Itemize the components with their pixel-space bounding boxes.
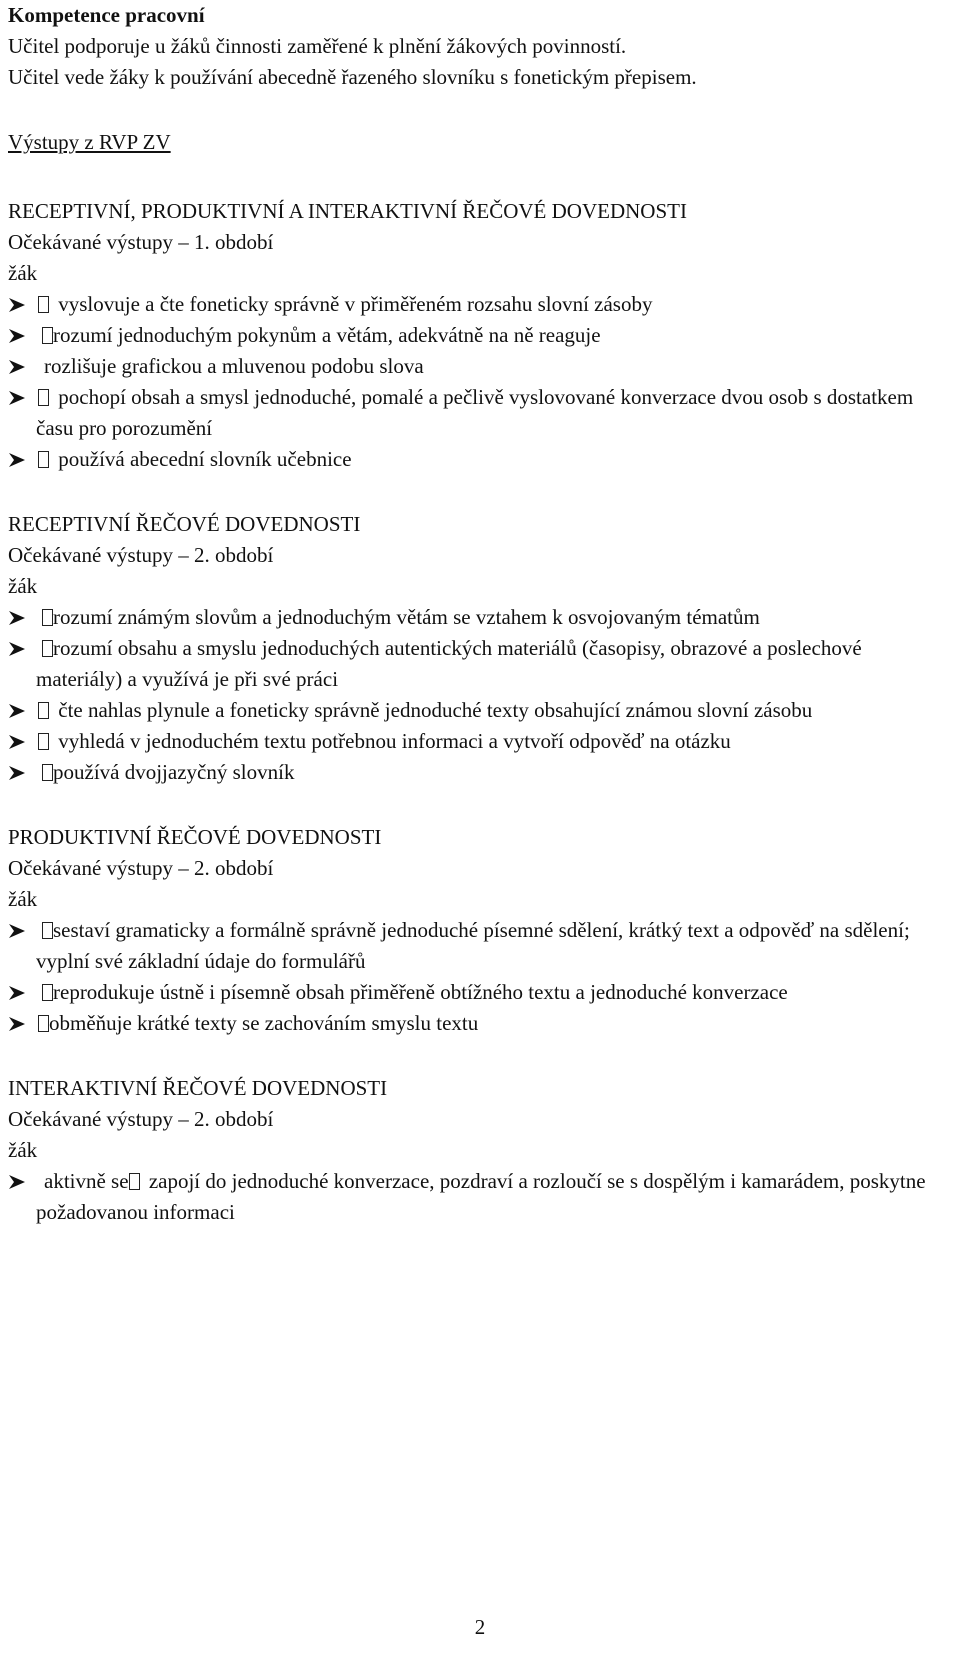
arrowhead-bullet-icon [8, 358, 26, 376]
list-item-text: reprodukuje ústně i písemně obsah přiměřeně obtížného textu a jednoduché konverzace [53, 980, 788, 1004]
list-item [8, 977, 952, 1008]
arrowhead-bullet-icon [8, 609, 26, 627]
list-item [8, 726, 952, 757]
outputs-list [8, 1166, 952, 1228]
outputs-list [8, 602, 952, 788]
page-number: 2 [474, 1615, 486, 1639]
list-item-text: zapojí do jednoduché konverzace, pozdraví a rozloučí se s dospělým i kamarádem, poskytne požadovanou informaci [36, 1169, 926, 1224]
expected-outputs-label: Očekávané výstupy – 2. období [8, 543, 274, 567]
missing-glyph-box-icon [38, 733, 49, 750]
arrowhead-bullet-icon [8, 984, 26, 1002]
list-item [8, 444, 952, 475]
expected-outputs-label: Očekávané výstupy – 2. období [8, 1107, 274, 1131]
competence-line-2: Učitel vede žáky k používání abecedně řazeného slovníku s fonetickým přepisem. [8, 65, 697, 89]
arrowhead-bullet-icon [8, 327, 26, 345]
arrowhead-bullet-icon [8, 764, 26, 782]
list-item [8, 351, 952, 382]
section-2 [8, 509, 952, 788]
student-label: žák [8, 1138, 38, 1162]
missing-glyph-box-icon [42, 984, 53, 1001]
arrowhead-bullet-icon [8, 389, 26, 407]
list-item-text: používá abecední slovník učebnice [58, 447, 352, 471]
arrowhead-bullet-icon [8, 1173, 26, 1191]
list-item-text: pochopí obsah a smysl jednoduché, pomalé a pečlivě vyslovované konverzace dvou osob s dostatkem času pro porozumění [36, 385, 914, 440]
missing-glyph-box-icon [38, 296, 49, 313]
list-item [8, 695, 952, 726]
list-item [8, 602, 952, 633]
list-item-text: rozumí obsahu a smyslu jednoduchých autentických materiálů (časopisy, obrazové a poslechové materiály) a využívá je při své práci [36, 636, 862, 691]
arrowhead-bullet-icon [8, 702, 26, 720]
section-heading: PRODUKTIVNÍ ŘEČOVÉ DOVEDNOSTI [8, 825, 382, 849]
arrowhead-bullet-icon [8, 640, 26, 658]
student-label: žák [8, 887, 38, 911]
list-item [8, 289, 952, 320]
arrowhead-bullet-icon [8, 296, 26, 314]
document-page [8, 0, 952, 1228]
section-heading: RECEPTIVNÍ ŘEČOVÉ DOVEDNOSTI [8, 512, 361, 536]
list-item [8, 1166, 952, 1228]
arrowhead-bullet-icon [8, 733, 26, 751]
list-item-text: čte nahlas plynule a foneticky správně jednoduché texty obsahující známou slovní zásobu [58, 698, 813, 722]
missing-glyph-box-icon [38, 1015, 49, 1032]
student-label: žák [8, 261, 38, 285]
outputs-list [8, 915, 952, 1039]
arrowhead-bullet-icon [8, 451, 26, 469]
missing-glyph-box-icon [38, 451, 49, 468]
list-item [8, 1008, 952, 1039]
expected-outputs-label: Očekávané výstupy – 2. období [8, 856, 274, 880]
arrowhead-bullet-icon [8, 922, 26, 940]
missing-glyph-box-icon [129, 1173, 140, 1190]
missing-glyph-box-icon [38, 389, 49, 406]
list-item-text: rozlišuje grafickou a mluvenou podobu slova [44, 354, 424, 378]
arrowhead-bullet-icon [8, 1015, 26, 1033]
section-heading: INTERAKTIVNÍ ŘEČOVÉ DOVEDNOSTI [8, 1076, 388, 1100]
missing-glyph-box-icon [42, 609, 53, 626]
list-item-text: sestaví gramaticky a formálně správně jednoduché písemné sdělení, krátký text a odpověď na sdělení; vyplní své základní údaje do formulářů [36, 918, 910, 973]
competence-title: Kompetence pracovní [8, 3, 205, 27]
section-heading: RECEPTIVNÍ, PRODUKTIVNÍ A INTERAKTIVNÍ ŘEČOVÉ DOVEDNOSTI [8, 199, 687, 223]
section-1 [8, 196, 952, 475]
missing-glyph-box-icon [42, 764, 53, 781]
section-4 [8, 1073, 952, 1228]
list-item-text: rozumí jednoduchým pokynům a větám, adekvátně na ně reaguje [53, 323, 601, 347]
list-item [8, 915, 952, 977]
rvp-heading: Výstupy z RVP ZV [8, 130, 171, 154]
list-item-text: používá dvojjazyčný slovník [53, 760, 295, 784]
outputs-list [8, 289, 952, 475]
list-item-text: vyhledá v jednoduchém textu potřebnou informaci a vytvoří odpověď na otázku [58, 729, 731, 753]
missing-glyph-box-icon [42, 922, 53, 939]
list-item-prefix: aktivně se [44, 1169, 129, 1193]
student-label: žák [8, 574, 38, 598]
list-item [8, 757, 952, 788]
list-item [8, 382, 960, 444]
list-item-text: vyslovuje a čte foneticky správně v přiměřeném rozsahu slovní zásoby [58, 292, 653, 316]
list-item-text: obměňuje krátké texty se zachováním smyslu textu [49, 1011, 479, 1035]
section-3 [8, 822, 952, 1039]
list-item [8, 633, 952, 695]
expected-outputs-label: Očekávané výstupy – 1. období [8, 230, 274, 254]
missing-glyph-box-icon [38, 702, 49, 719]
list-item-text: rozumí známým slovům a jednoduchým větám se vztahem k osvojovaným tématům [53, 605, 760, 629]
missing-glyph-box-icon [42, 640, 53, 657]
list-item [8, 320, 952, 351]
competence-line-1: Učitel podporuje u žáků činnosti zaměřené k plnění žákových povinností. [8, 34, 627, 58]
missing-glyph-box-icon [42, 327, 53, 344]
